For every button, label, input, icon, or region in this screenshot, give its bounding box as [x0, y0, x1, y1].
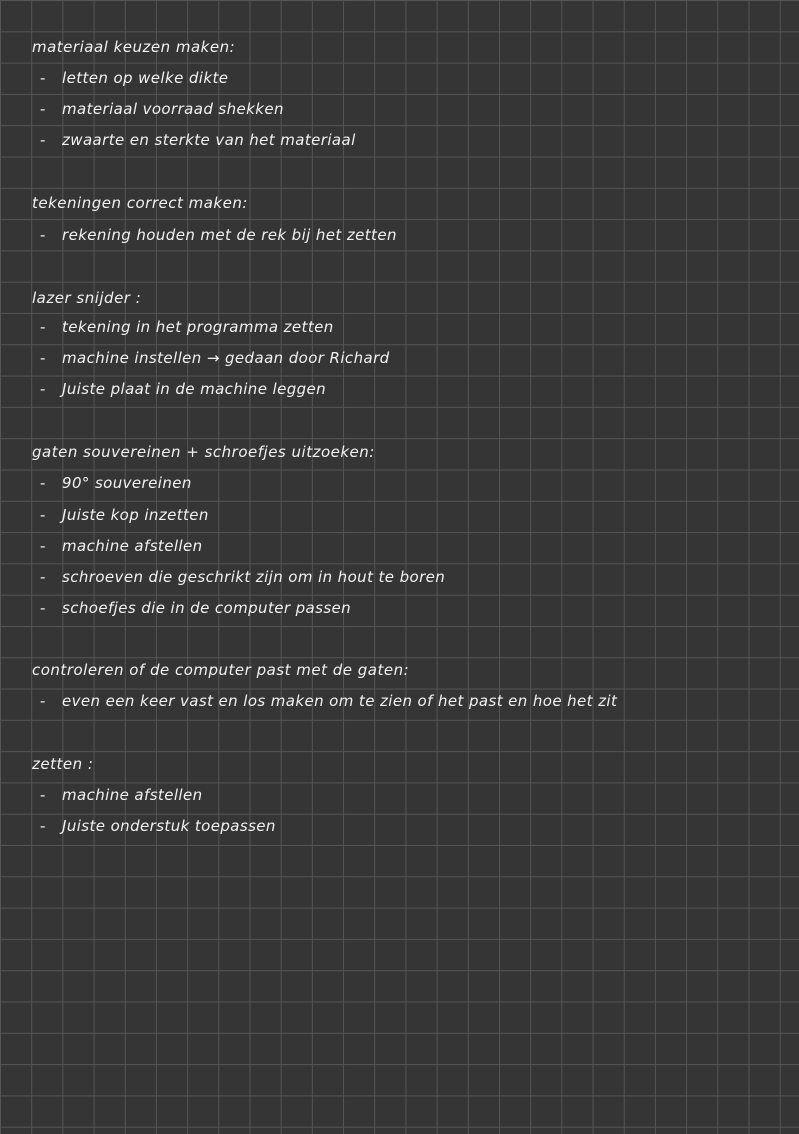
dash: -	[40, 568, 46, 586]
list-item	[40, 349, 390, 367]
list-item-text: Juiste onderstuk toepassen	[62, 817, 276, 835]
list-item	[40, 131, 356, 149]
list-item-text: tekening in het programma zetten	[62, 318, 334, 336]
section-title-tekeningen: tekeningen correct maken:	[32, 194, 248, 212]
list-item	[40, 817, 276, 835]
section-title-gaten: gaten souvereinen + schroefjes uitzoeken:	[32, 443, 375, 461]
section-title-materiaal: materiaal keuzen maken:	[32, 38, 236, 56]
list-item-text: machine afstellen	[62, 537, 203, 555]
list-item	[40, 318, 334, 336]
list-item-text: rekening houden met de rek bij het zetten	[62, 226, 397, 244]
list-item-text: Juiste plaat in de machine leggen	[62, 380, 327, 398]
dash: -	[40, 69, 46, 87]
section-title-lazer: lazer snijder :	[32, 289, 142, 307]
list-item	[40, 380, 326, 398]
list-item	[40, 537, 203, 555]
dash: -	[40, 380, 46, 398]
dash: -	[40, 692, 46, 710]
list-item	[40, 69, 228, 87]
list-item	[40, 226, 397, 244]
dash: -	[40, 100, 46, 118]
dash: -	[40, 318, 46, 336]
list-item-text: Juiste kop inzetten	[62, 506, 209, 524]
list-item-text: zwaarte en sterkte van het materiaal	[62, 131, 356, 149]
list-item-text: materiaal voorraad shekken	[62, 100, 284, 118]
dash: -	[40, 474, 46, 492]
dash: -	[40, 226, 46, 244]
dash: -	[40, 131, 46, 149]
section-title-controleren: controleren of de computer past met de gaten:	[32, 661, 410, 679]
dash: -	[40, 786, 46, 804]
list-item-text: machine instellen → gedaan door Richard	[62, 349, 390, 367]
list-item-text: schoefjes die in de computer passen	[62, 599, 352, 617]
dash: -	[40, 599, 46, 617]
dash: -	[40, 537, 46, 555]
list-item	[40, 100, 284, 118]
section-title-zetten: zetten :	[32, 755, 94, 773]
list-item	[40, 599, 351, 617]
list-item	[40, 474, 192, 492]
list-item	[40, 568, 445, 586]
list-item-text: machine afstellen	[62, 786, 203, 804]
list-item-text: 90° souvereinen	[62, 474, 192, 492]
list-item	[40, 786, 203, 804]
list-item	[40, 692, 617, 710]
list-item	[40, 506, 209, 524]
dash: -	[40, 349, 46, 367]
dash: -	[40, 817, 46, 835]
list-item-text: even een keer vast en los maken om te zien of het past en hoe het zit	[62, 692, 618, 710]
dash: -	[40, 506, 46, 524]
list-item-text: letten op welke dikte	[62, 69, 229, 87]
list-item-text: schroeven die geschrikt zijn om in hout te boren	[62, 568, 446, 586]
